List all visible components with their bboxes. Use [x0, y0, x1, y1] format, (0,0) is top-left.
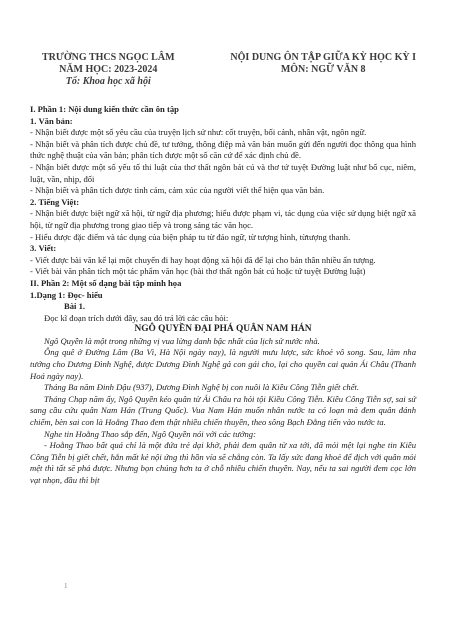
part1-title: I. Phần 1: Nội dung kiến thức cần ôn tập	[30, 104, 179, 114]
review-topic: NỘI DUNG ÔN TẬP GIỮA KỲ HỌC KỲ I	[230, 52, 416, 63]
document-body	[30, 104, 416, 487]
exercise-number: Bài 1.	[64, 301, 86, 312]
story-paragraph: Nghe tin Hoằng Thao sắp đến, Ngô Quyền nói với các tướng:	[44, 428, 256, 439]
story-paragraph: - Hoằng Thao bất quá chỉ là một đứa trẻ dại khờ, phải đem quân từ xa tới, đã mỏi mệt lại nghe tin Kiều Công Tiễn bị giết chết, hắn mất kẻ nội ứng thì hồn vía sẽ chẳng còn. Ta lấy sức đang khoẻ để địch với quân mỏi mệt thì tất sẽ phá được. Nhưng bọn chúng hơn ta ở chỗ nhiều chiến thuyền. Nay, nếu ta sai người đem cọc lớn vạt nhọn, đầu thì bịt	[30, 440, 416, 485]
vanban-item: - Nhận biết và phân tích được tình cảm, cảm xúc của người viết thể hiện qua văn bản.	[30, 185, 325, 196]
story-paragraph: Ngô Quyền là một trong những vị vua lừng danh bậc nhất của lịch sử nước nhà.	[44, 335, 320, 346]
department: Tổ: Khoa học xã hội	[65, 76, 151, 87]
viet-item: - Viết được bài văn kể lại một chuyến đi hay hoạt động xã hội đã để lại cho bản thân nhiều ấn tượng.	[30, 254, 376, 265]
header-left	[30, 52, 175, 88]
vanban-item: - Nhận biết được một số yêu cầu của truyện lịch sử như: cốt truyện, bối cảnh, nhân vật, ngôn ngữ.	[30, 127, 367, 138]
page-number: 1	[64, 582, 68, 590]
subject: MÔN: NGỮ VĂN 8	[280, 64, 366, 75]
story-title: NGÔ QUYỀN ĐẠI PHÁ QUÂN NAM HÁN	[134, 324, 312, 335]
viet-title: 3. Viết:	[30, 243, 57, 254]
story-paragraph: Ông quê ở Đường Lâm (Ba Vì, Hà Nội ngày nay), là người mưu lược, sức khoẻ vô song. Sau, làm nha tướng cho Dương Đình Nghệ, được Dương Đình Nghệ gả con gái cho, lại cho quyền cai quản Ái Châu (Thanh Hoá ngày nay).	[30, 347, 416, 381]
viet-item: - Viết bài văn phân tích một tác phẩm văn học (bài thơ thất ngôn bát cú hoặc tứ tuyệt Đường luật)	[30, 266, 366, 277]
exercise-instruction: Đọc kĩ đoạn trích dưới đây, sau đó trả lời các câu hỏi:	[44, 312, 229, 323]
vanban-item: - Nhận biết và phân tích được chủ đề, tư tưởng, thông điệp mà văn bản muốn gửi đến người đọc thông qua hình thức nghệ thuật của văn bản; phân tích được một số căn cứ để xác định chủ đề.	[30, 138, 416, 161]
exercise-type: 1.Dạng 1: Đọc- hiểu	[30, 289, 103, 300]
vanban-title: 1. Văn bản:	[30, 115, 73, 126]
school-year: NĂM HỌC: 2023-2024	[59, 64, 158, 75]
header-right	[230, 52, 416, 88]
document-header	[30, 52, 416, 88]
tiengviet-item: - Hiểu được đặc điểm và tác dụng của biện pháp tu từ đảo ngữ, từ tượng hình, từtượng thanh.	[30, 231, 351, 242]
vanban-item: - Nhận biết được một số yếu tố thi luật của thơ thất ngôn bát cú và thơ tứ tuyệt Đường luật như bố cục, niêm, luật, vần, nhịp, đối	[30, 161, 416, 184]
part2-title: II. Phần 2: Một số dạng bài tập minh họa	[30, 277, 182, 288]
school-name: TRƯỜNG THCS NGỌC LÂM	[42, 52, 175, 63]
tiengviet-item: - Nhận biết được biệt ngữ xã hội, từ ngữ địa phương; hiểu được phạm vi, tác dụng của việc sử dụng biệt ngữ xã hội, từ ngữ địa phương trong giao tiếp và trong sáng tác văn học.	[30, 208, 416, 230]
tiengviet-title: 2. Tiếng Việt:	[30, 196, 80, 207]
story-paragraph: Tháng Ba năm Đinh Dậu (937), Dương Đình Nghệ bị con nuôi là Kiều Công Tiễn giết chết.	[44, 382, 360, 393]
story-paragraph: Tháng Chạp năm ấy, Ngô Quyền kéo quân từ Ái Châu ra hỏi tội Kiều Công Tiễn. Kiều Công Tiễn sợ, sai sứ sang cầu cứu quân Nam Hán (Trung Quốc). Vua Nam Hán muốn nhân nước ta có loạn mà đem quân đánh chiếm, bèn sai con là Hoằng Thao đem thật nhiều chiến thuyền, theo sông Bạch Đằng tiến vào nước ta.	[30, 393, 416, 428]
